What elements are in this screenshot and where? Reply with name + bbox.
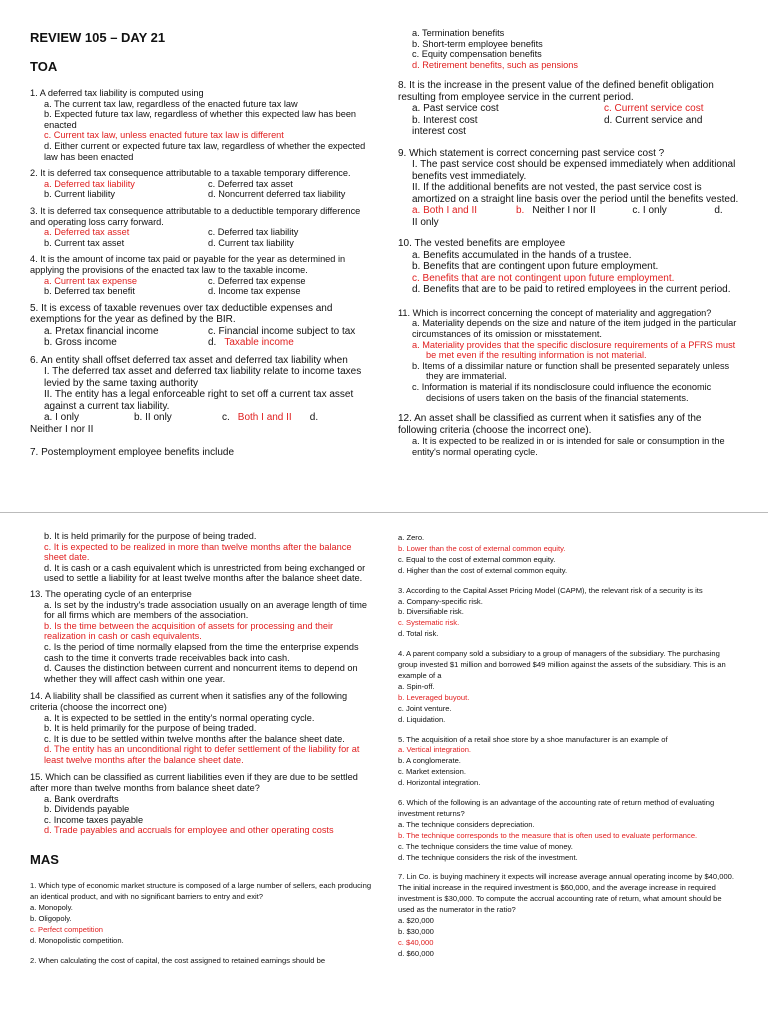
choice-d: d. The technique considers the risk of the investment.: [398, 852, 578, 862]
question-stem: 6. An entity shall offset deferred tax asset and deferred tax liability when: [30, 354, 348, 366]
choice-c-answer: c. Current tax law, unless enacted future tax law is different: [44, 130, 284, 141]
choice-b: Neither I nor II: [532, 205, 596, 217]
choice-c-answer: Both I and II: [237, 412, 292, 424]
question-stem: 10. The vested benefits are employee: [398, 238, 566, 250]
choice-c-answer: c. $40,000: [398, 937, 434, 947]
page-title: REVIEW 105 – DAY 21: [30, 30, 166, 45]
choice-d-answer: d. Trade payables and accruals for employee and other operating costs: [44, 825, 334, 836]
mas-q6: [398, 798, 740, 863]
choice-d-cont: interest cost: [412, 126, 466, 138]
choice-d: d. It is cash or a cash equivalent which is unrestricted from being exchanged or used to settle a liability for at least twelve months after the balance sheet date.: [44, 562, 366, 584]
top-left-column: [30, 30, 372, 512]
section-mas: MAS: [30, 852, 59, 868]
choice-c: c. Equity compensation benefits: [412, 49, 542, 60]
choice-c-answer: c. It is expected to be realized in more than twelve months after the balance sheet date.: [44, 541, 352, 563]
choice-c-label: c.: [222, 412, 230, 424]
statement-ii: II. The entity has a legal enforceable right to set off a current tax asset against a current tax liability.: [44, 389, 354, 412]
question-stem: 2. When calculating the cost of capital, the cost assigned to retained earnings should be: [30, 956, 326, 966]
choice-d: d. $60,000: [398, 948, 434, 958]
choice-d: d. Current tax liability: [208, 237, 294, 248]
choice-d: d. Benefits that are to be paid to retired employees in the current period.: [412, 284, 731, 296]
section-toa: TOA: [30, 59, 58, 74]
choice-c: c. It is due to be settled within twelve months after the balance sheet date.: [44, 733, 345, 744]
bottom-right-column: [398, 533, 740, 1025]
choice-b: b. Items of a dissimilar nature or function shall be presented separately unless they are immaterial.: [412, 360, 730, 382]
choice-b-label: b.: [516, 205, 525, 217]
toa-q7: [30, 447, 372, 459]
choice-a: a. Spin-off.: [398, 681, 435, 691]
choice-b-answer: b. Lower than the cost of external common equity.: [398, 543, 566, 553]
toa-q10: [398, 238, 740, 296]
choice-a: a. Benefits accumulated in the hands of a trustee.: [412, 249, 632, 261]
choice-c: c. Deferred tax asset: [208, 178, 293, 189]
choice-a: a. Company-specific risk.: [398, 596, 483, 606]
question-stem: 2. It is deferred tax consequence attributable to a taxable temporary difference.: [30, 168, 351, 179]
choice-d: II only: [412, 216, 439, 228]
choice-a-answer: a. Deferred tax liability: [44, 178, 135, 189]
choice-c: c. Income taxes payable: [44, 814, 144, 825]
choice-a: a. I only: [44, 412, 80, 424]
choice-c: c. Deferred tax expense: [208, 275, 306, 286]
question-stem: 6. Which of the following is an advantage of the accounting rate of return method of evaluating investment returns?: [398, 798, 715, 818]
mas-q4: [398, 649, 740, 725]
choice-a: a. Past service cost: [412, 103, 499, 115]
toa-q4: [30, 254, 372, 296]
mas-q1: [30, 881, 372, 946]
choice-b: b. Short-term employee benefits: [412, 38, 543, 49]
choice-a: a. It is expected to be realized in or is intended for sale or consumption in the entity's normal operating cycle.: [412, 436, 725, 457]
toa-q2: [30, 168, 372, 200]
choice-a-answer: a. Both I and II: [412, 205, 478, 217]
choice-d-answer: d. The entity has an unconditional right to defer settlement of the liability for at least twelve months after the balance sheet date.: [44, 744, 360, 765]
choice-a: a. Pretax financial income: [44, 325, 159, 337]
question-stem: 15. Which can be classified as current liabilities even if they are due to be settled after more than twelve months from balance sheet date?: [30, 772, 358, 794]
choice-a-answer: a. Deferred tax asset: [44, 227, 130, 238]
choice-d: d. Noncurrent deferred tax liability: [208, 189, 346, 200]
question-stem: 13. The operating cycle of an enterprise: [30, 588, 192, 599]
bottom-left-column: [30, 531, 372, 1025]
choice-d: d. Total risk.: [398, 629, 439, 639]
choice-d-answer: Taxable income: [224, 337, 294, 349]
choice-b: b. A conglomerate.: [398, 756, 461, 766]
choice-c-answer: c. Systematic risk.: [398, 618, 460, 628]
choice-b: b. Deferred tax benefit: [44, 286, 135, 297]
mas-q2-choices: [398, 533, 740, 577]
mas-q3: [398, 586, 740, 641]
choice-c: c. Financial income subject to tax: [208, 325, 356, 337]
choice-a: a. Is set by the industry's trade association usually on an average length of time for all firms which are members of the association.: [44, 599, 367, 621]
choice-b: b. It is held primarily for the purpose of being traded.: [44, 723, 257, 734]
choice-a: a. $20,000: [398, 916, 434, 926]
choice-a-answer: a. Current tax expense: [44, 275, 137, 286]
question-stem: 4. A parent company sold a subsidiary to a group of managers of the subsidiary. The purchasing group invested $1 million and borrowed $49 million against the assets of the subsidiary. This is an example of a: [398, 649, 726, 680]
choice-a-answer: a. Vertical integration.: [398, 745, 472, 755]
choice-b: b. Interest cost: [412, 114, 478, 126]
question-stem: 5. The acquisition of a retail shoe store by a shoe manufacturer is an example of: [398, 734, 668, 744]
choice-a: a. Zero.: [398, 533, 425, 542]
mas-q2: [30, 956, 372, 967]
toa-q13: [30, 589, 372, 684]
choice-b-answer: b. Is the time between the acquisition of assets for processing and their realization in cash or cash equivalents.: [44, 620, 334, 642]
choice-d-label: d.: [714, 205, 723, 217]
toa-q8: [398, 80, 740, 138]
question-stem: 1. A deferred tax liability is computed using: [30, 88, 204, 98]
statement-i: I. The past service cost should be expensed immediately when additional benefits vest immediately.: [412, 159, 736, 182]
choice-d: d. Causes the distinction between current and noncurrent items to depend on whether they will affect cash within one year.: [44, 663, 358, 684]
choice-d-label: d.: [309, 412, 319, 424]
statement-ii: II. If the additional benefits are not vested, the past service cost is amortized on a straight line basis over the period until the benefits vested.: [412, 182, 739, 205]
question-stem: 7. Lin Co. is buying machinery it expects will increase average annual operating income by $40,000. The initial increase in the required investment is $60,000, and the average increase in required investment is $30,000. To compute the accrual accounting rate of return, what amount should be used as the numerator in the ratio?: [398, 872, 735, 915]
question-stem: 3. It is deferred tax consequence attributable to a deductible temporary difference and operating loss carry forward.: [30, 205, 361, 227]
choice-c: c. Joint venture.: [398, 703, 452, 713]
page-bottom: [0, 512, 768, 1025]
page-top: [0, 0, 768, 512]
toa-q6: [30, 355, 372, 436]
mas-q5: [398, 735, 740, 790]
choice-a-answer: a. Materiality provides that the specific disclosure requirements of a PFRS must be met even if the resulting information is not material.: [412, 339, 736, 361]
choice-a: a. Bank overdrafts: [44, 793, 119, 804]
question-stem: 5. It is excess of taxable revenues over tax deductible expenses and exemptions for the year as defined by the BIR.: [30, 302, 333, 326]
choice-c-answer: c. Perfect competition: [30, 924, 104, 934]
toa-q12-cont: [30, 531, 372, 584]
choice-c: c. Equal to the cost of external common equity.: [398, 554, 556, 564]
choice-c: c. Information is material if its nondisclosure could influence the economic decisions of users taken on the basis of the financial statements.: [412, 382, 712, 403]
choice-b: b. Diversifiable risk.: [398, 607, 464, 617]
toa-q11: [398, 308, 740, 403]
toa-q14: [30, 691, 372, 765]
choice-c: c. Is the period of time normally elapsed from the time the enterprise expends cash to the time it converts trade receivables back into cash.: [44, 641, 359, 663]
choice-b: b. It is held primarily for the purpose of being traded.: [44, 531, 257, 541]
toa-q5: [30, 303, 372, 349]
question-stem: 4. It is the amount of income tax paid or payable for the year as determined in applying the provisions of the enacted tax law to the taxable income.: [30, 254, 346, 275]
question-stem: 14. A liability shall be classified as current when it satisfies any of the following criteria (choose the incorrect one): [30, 691, 348, 712]
choice-d-label: d.: [208, 337, 217, 349]
choice-d: Neither I nor II: [30, 423, 94, 435]
choice-b: b. Current tax asset: [44, 237, 125, 248]
choice-c-answer: c. Benefits that are not contingent upon future employment.: [412, 272, 675, 284]
toa-q7-choices: [398, 28, 740, 70]
choice-c: c. Market extension.: [398, 767, 466, 777]
choice-a: a. Materiality depends on the size and nature of the item judged in the particular circumstances of its omission or misstatement.: [412, 318, 737, 340]
toa-q12: [398, 413, 740, 457]
choice-a: a. Termination benefits: [412, 28, 505, 38]
choice-d: d. Either current or expected future tax law, regardless of whether the expected law has been enacted: [44, 140, 366, 162]
question-stem: 3. According to the Capital Asset Pricing Model (CAPM), the relevant risk of a security is its: [398, 585, 703, 595]
mas-q7: [398, 872, 740, 959]
question-stem: 9. Which statement is correct concerning past service cost ?: [398, 147, 665, 159]
question-stem: 7. Postemployment employee benefits include: [30, 447, 235, 459]
toa-q15: [30, 772, 372, 836]
choice-b-answer: b. The technique corresponds to the measure that is often used to evaluate performance.: [398, 830, 698, 840]
question-stem: 1. Which type of economic market structure is composed of a large number of sellers, each producing an identical product, and with no significant barriers to entry and exit?: [30, 881, 372, 901]
choice-b: b. Gross income: [44, 337, 117, 349]
toa-q1: [30, 88, 372, 162]
choice-d: d. Monopolistic competition.: [30, 935, 124, 945]
statement-i: I. The deferred tax asset and deferred tax liability relate to income taxes levied by the same taxing authority: [44, 366, 362, 389]
choice-b: b. II only: [134, 412, 172, 424]
choice-b-answer: b. Leveraged buyout.: [398, 692, 470, 702]
choice-b: b. Oligopoly.: [30, 913, 72, 923]
choice-a: a. The current tax law, regardless of the enacted future tax law: [44, 98, 298, 109]
choice-b: b. Benefits that are contingent upon future employment.: [412, 261, 659, 273]
choice-d-answer: d. Retirement benefits, such as pensions: [412, 59, 578, 70]
top-right-column: [398, 28, 740, 512]
choice-d: d. Horizontal integration.: [398, 778, 481, 788]
choice-a: a. It is expected to be settled in the entity's normal operating cycle.: [44, 712, 315, 723]
choice-d: d. Higher than the cost of external common equity.: [398, 565, 568, 575]
question-stem: 11. Which is incorrect concerning the concept of materiality and aggregation?: [398, 307, 712, 318]
choice-a: a. The technique considers depreciation.: [398, 819, 535, 829]
choice-b: b. Dividends payable: [44, 804, 130, 815]
toa-q3: [30, 206, 372, 248]
choice-b: b. $30,000: [398, 927, 434, 936]
choice-d: d. Income tax expense: [208, 286, 301, 297]
choice-c-answer: c. Current service cost: [604, 103, 704, 115]
toa-q9: [398, 148, 740, 229]
choice-d: d. Current service and: [604, 114, 703, 126]
question-stem: 12. An asset shall be classified as current when it satisfies any of the following criteria (choose the incorrect one).: [398, 413, 702, 436]
choice-c: c. The technique considers the time value of money.: [398, 841, 573, 851]
choice-b: b. Expected future tax law, regardless of whether this expected law has been enacted: [44, 109, 357, 130]
choice-b: b. Current liability: [44, 189, 115, 200]
choice-c: c. I only: [632, 205, 667, 217]
choice-a: a. Monopoly.: [30, 902, 73, 912]
choice-d: d. Liquidation.: [398, 714, 446, 724]
choice-c: c. Deferred tax liability: [208, 227, 299, 238]
question-stem: 8. It is the increase in the present value of the defined benefit obligation resulting from employee service in the current period.: [398, 80, 714, 103]
